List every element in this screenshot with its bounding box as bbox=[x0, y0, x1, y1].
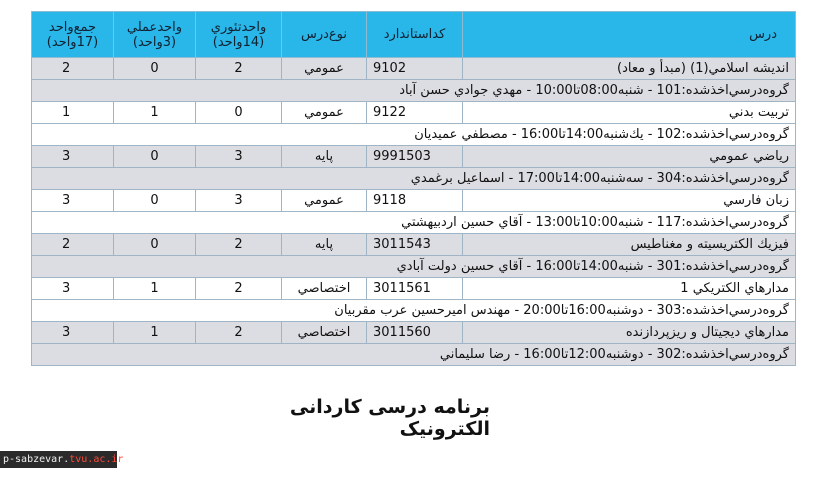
header-total-units: جمع‌واحد (17واحد) bbox=[32, 12, 114, 58]
course-code: 9118 bbox=[367, 190, 463, 212]
header-practical-units: واحدعملي (3واحد) bbox=[114, 12, 196, 58]
header-course: درس bbox=[463, 12, 796, 58]
course-row bbox=[32, 234, 796, 256]
site-url-domain: tvu.ac.ir bbox=[69, 454, 124, 465]
course-code: 9991503 bbox=[367, 146, 463, 168]
course-type: عمومي bbox=[282, 58, 367, 80]
table-header-row bbox=[32, 12, 796, 58]
course-name: تربيت بدني bbox=[463, 102, 796, 124]
course-type: عمومي bbox=[282, 190, 367, 212]
course-row bbox=[32, 322, 796, 344]
group-row bbox=[32, 300, 796, 322]
course-name: مدارهاي الكتريكي 1 bbox=[463, 278, 796, 300]
course-code: 3011560 bbox=[367, 322, 463, 344]
practical-units: 0 bbox=[114, 234, 196, 256]
practical-units: 1 bbox=[114, 278, 196, 300]
practical-units: 0 bbox=[114, 58, 196, 80]
course-row bbox=[32, 190, 796, 212]
theory-units: 3 bbox=[196, 190, 282, 212]
theory-units: 3 bbox=[196, 146, 282, 168]
total-units: 3 bbox=[32, 146, 114, 168]
course-name: مدارهاي ديجيتال و ريزپردازنده bbox=[463, 322, 796, 344]
page-caption: برنامه درسی کاردانی الکترونیک bbox=[289, 396, 490, 440]
total-units: 2 bbox=[32, 234, 114, 256]
theory-units: 0 bbox=[196, 102, 282, 124]
theory-units: 2 bbox=[196, 58, 282, 80]
course-type: پايه bbox=[282, 146, 367, 168]
course-type: اختصاصي bbox=[282, 278, 367, 300]
course-schedule-table-container bbox=[31, 11, 795, 366]
site-url-prefix: p-sabzevar. bbox=[3, 454, 70, 465]
group-row bbox=[32, 124, 796, 146]
practical-units: 0 bbox=[114, 146, 196, 168]
course-code: 9122 bbox=[367, 102, 463, 124]
course-type: اختصاصي bbox=[282, 322, 367, 344]
course-row bbox=[32, 146, 796, 168]
course-row bbox=[32, 102, 796, 124]
group-info: گروه‌درسي‌اخذشده:301 - شنبه14:00تا16:00 - آقاي حسين دولت آبادي bbox=[32, 256, 796, 278]
group-info: گروه‌درسي‌اخذشده:303 - دوشنبه16:00تا20:00 - مهندس اميرحسين عرب مقربيان bbox=[32, 300, 796, 322]
group-row bbox=[32, 344, 796, 366]
total-units: 1 bbox=[32, 102, 114, 124]
course-name: زبان فارسي bbox=[463, 190, 796, 212]
header-code: كداستاندارد bbox=[367, 12, 463, 58]
course-schedule-table bbox=[31, 11, 796, 366]
header-type: نوع‌درس bbox=[282, 12, 367, 58]
group-info: گروه‌درسي‌اخذشده:302 - دوشنبه12:00تا16:00 - رضا سليماني bbox=[32, 344, 796, 366]
course-type: پايه bbox=[282, 234, 367, 256]
course-code: 3011561 bbox=[367, 278, 463, 300]
course-name: رياضي عمومي bbox=[463, 146, 796, 168]
practical-units: 0 bbox=[114, 190, 196, 212]
total-units: 3 bbox=[32, 278, 114, 300]
theory-units: 2 bbox=[196, 322, 282, 344]
group-row bbox=[32, 256, 796, 278]
total-units: 3 bbox=[32, 190, 114, 212]
total-units: 3 bbox=[32, 322, 114, 344]
group-info: گروه‌درسي‌اخذشده:304 - سه‌شنبه14:00تا17:00 - اسماعيل برغمدي bbox=[32, 168, 796, 190]
group-row bbox=[32, 212, 796, 234]
course-name: انديشه اسلامي(1) (مبدأ و معاد) bbox=[463, 58, 796, 80]
site-url-badge[interactable] bbox=[0, 451, 124, 468]
course-code: 3011543 bbox=[367, 234, 463, 256]
group-row bbox=[32, 80, 796, 102]
practical-units: 1 bbox=[114, 322, 196, 344]
course-code: 9102 bbox=[367, 58, 463, 80]
course-type: عمومي bbox=[282, 102, 367, 124]
total-units: 2 bbox=[32, 58, 114, 80]
theory-units: 2 bbox=[196, 278, 282, 300]
course-row bbox=[32, 278, 796, 300]
group-info: گروه‌درسي‌اخذشده:102 - يك‌شنبه14:00تا16:00 - مصطفي عميديان bbox=[32, 124, 796, 146]
group-info: گروه‌درسي‌اخذشده:117 - شنبه10:00تا13:00 - آقاي حسين اردبيهشتي bbox=[32, 212, 796, 234]
theory-units: 2 bbox=[196, 234, 282, 256]
group-info: گروه‌درسي‌اخذشده:101 - شنبه08:00تا10:00 - مهدي جوادي حسن آباد bbox=[32, 80, 796, 102]
course-name: فيزيك الكتريسيته و مغناطيس bbox=[463, 234, 796, 256]
course-row bbox=[32, 58, 796, 80]
header-theory-units: واحدتئوري (14واحد) bbox=[196, 12, 282, 58]
group-row bbox=[32, 168, 796, 190]
practical-units: 1 bbox=[114, 102, 196, 124]
